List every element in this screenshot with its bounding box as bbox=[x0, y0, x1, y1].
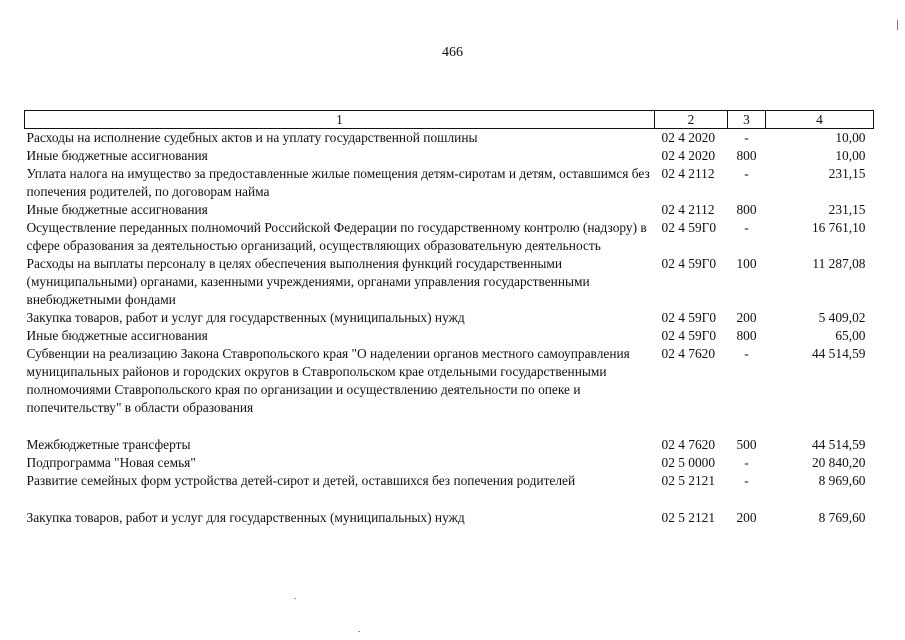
row-name: Подпрограмма "Новая семья" bbox=[26, 455, 196, 470]
row-name: Субвенции на реализацию Закона Ставропольского края "О наделении органов местного самоуправления муниципальных районов и городских округов в Ставропольском крае отдельными государственными полномочиями Ставропольского края по организации и осуществлению деятельности по опеке и попечительству" в области образования bbox=[26, 346, 630, 415]
row-amount: 65,00 bbox=[835, 328, 866, 343]
row-name: Иные бюджетные ассигнования bbox=[26, 328, 208, 343]
row-code: 02 4 59Г0 bbox=[661, 328, 717, 343]
row-amount: 16 761,10 bbox=[811, 220, 866, 235]
row-amount: 231,15 bbox=[828, 202, 866, 217]
row-name: Закупка товаров, работ и услуг для государственных (муниципальных) нужд bbox=[26, 310, 465, 325]
row-code: 02 5 0000 bbox=[661, 455, 716, 470]
table-row bbox=[25, 219, 874, 255]
table-row bbox=[25, 490, 874, 527]
row-code: 02 5 2121 bbox=[661, 510, 716, 525]
table-row bbox=[25, 327, 874, 345]
row-code: 02 4 59Г0 bbox=[661, 310, 717, 325]
row-name: Иные бюджетные ассигнования bbox=[26, 148, 208, 163]
row-amount: 231,15 bbox=[828, 166, 866, 181]
row-type: 800 bbox=[736, 148, 757, 163]
scan-speck bbox=[358, 631, 360, 632]
row-type: 800 bbox=[736, 328, 757, 343]
row-name: Расходы на исполнение судебных актов и на уплату государственной пошлины bbox=[26, 130, 478, 145]
table-row bbox=[25, 417, 874, 454]
column-header-type: 3 bbox=[728, 111, 766, 129]
row-name: Развитие семейных форм устройства детей-сирот и детей, оставшихся без попечения родителей bbox=[26, 473, 576, 488]
row-amount: 8 969,60 bbox=[818, 473, 866, 488]
row-type: 800 bbox=[736, 202, 757, 217]
row-amount: 8 769,60 bbox=[818, 510, 866, 525]
column-header-amount: 4 bbox=[766, 111, 874, 129]
table-row bbox=[25, 255, 874, 309]
table-row bbox=[25, 309, 874, 327]
row-type: - bbox=[744, 455, 749, 470]
column-header-name: 1 bbox=[25, 111, 655, 129]
table-row bbox=[25, 454, 874, 472]
row-type: - bbox=[744, 473, 749, 488]
table-row bbox=[25, 165, 874, 201]
row-type: - bbox=[744, 220, 749, 235]
row-amount: 44 514,59 bbox=[811, 437, 866, 452]
header-row bbox=[25, 111, 874, 129]
row-name: Осуществление переданных полномочий Российской Федерации по государственному контролю (надзору) в сфере образования за деятельностью организаций, осуществляющих образовательную деятельность bbox=[26, 220, 647, 253]
row-amount: 20 840,20 bbox=[811, 455, 866, 470]
row-code: 02 5 2121 bbox=[661, 473, 716, 488]
table-row bbox=[25, 147, 874, 165]
row-name: Расходы на выплаты персоналу в целях обеспечения выполнения функций государственными (муниципальными) органами, казенными учреждениями, органами управления государственными внебюджетными фондами bbox=[26, 256, 590, 307]
row-amount: 10,00 bbox=[835, 130, 866, 145]
row-type: 200 bbox=[736, 310, 757, 325]
row-type: 100 bbox=[736, 256, 757, 271]
page-number: 466 bbox=[442, 45, 463, 60]
scan-edge-mark bbox=[897, 20, 898, 30]
table-row bbox=[25, 345, 874, 417]
row-code: 02 4 59Г0 bbox=[661, 220, 717, 235]
row-amount: 11 287,08 bbox=[812, 256, 866, 271]
row-name: Уплата налога на имущество за предоставленные жилые помещения детям-сиротам и детям, оставшимся без попечения родителей, по договорам найма bbox=[26, 166, 650, 199]
row-name: Закупка товаров, работ и услуг для государственных (муниципальных) нужд bbox=[26, 510, 465, 525]
row-code: 02 4 2020 bbox=[661, 130, 716, 145]
table-row bbox=[25, 201, 874, 219]
budget-table bbox=[24, 110, 874, 527]
row-code: 02 4 2112 bbox=[661, 166, 715, 181]
row-type: - bbox=[744, 130, 749, 145]
column-header-code: 2 bbox=[655, 111, 728, 129]
row-type: 500 bbox=[736, 437, 757, 452]
row-amount: 10,00 bbox=[835, 148, 866, 163]
row-name: Иные бюджетные ассигнования bbox=[26, 202, 208, 217]
row-code: 02 4 7620 bbox=[661, 437, 716, 452]
scan-speck bbox=[294, 598, 296, 599]
row-type: - bbox=[744, 166, 749, 181]
row-code: 02 4 7620 bbox=[661, 346, 716, 361]
table-row bbox=[25, 129, 874, 148]
table-row bbox=[25, 472, 874, 490]
row-code: 02 4 59Г0 bbox=[661, 256, 717, 271]
row-code: 02 4 2020 bbox=[661, 148, 716, 163]
row-name: Межбюджетные трансферты bbox=[26, 437, 191, 452]
row-amount: 5 409,02 bbox=[818, 310, 866, 325]
row-amount: 44 514,59 bbox=[811, 346, 866, 361]
row-code: 02 4 2112 bbox=[661, 202, 715, 217]
row-type: - bbox=[744, 346, 749, 361]
row-type: 200 bbox=[736, 510, 757, 525]
